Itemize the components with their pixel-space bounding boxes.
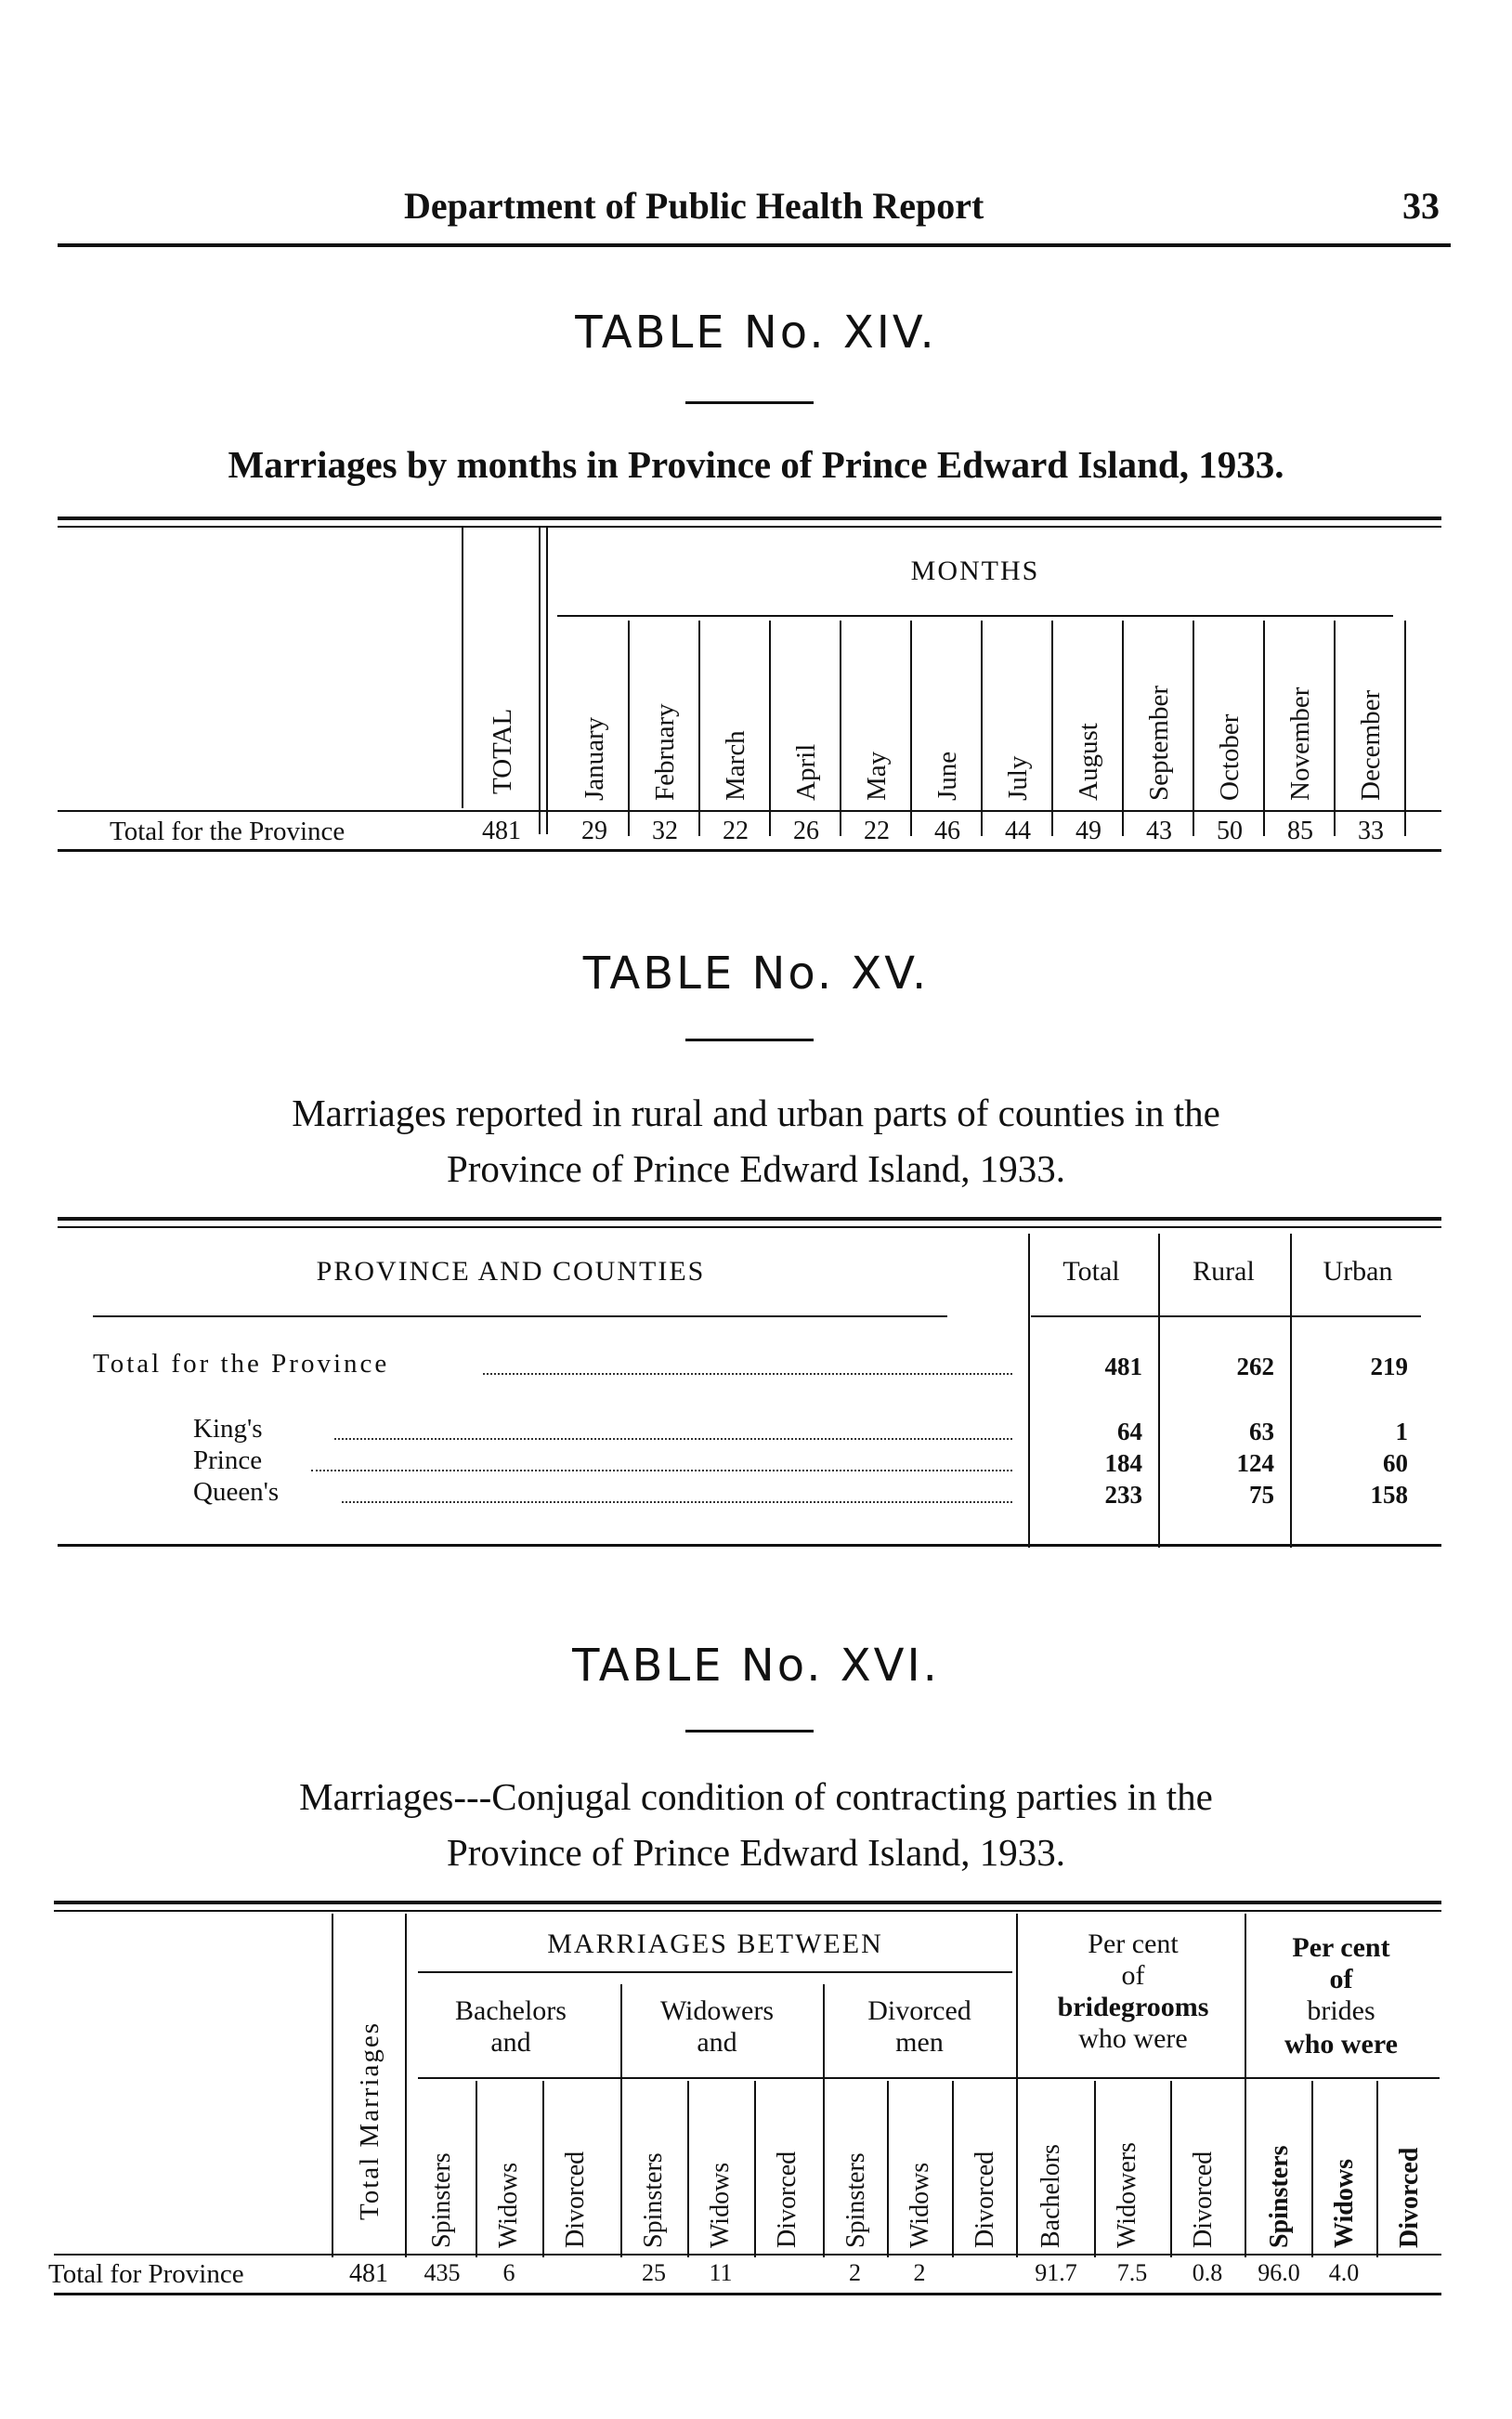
- t14-month-separator: [1122, 621, 1124, 836]
- t16-col-separator: [1170, 2081, 1172, 2257]
- t14-month-separator: [1193, 621, 1194, 836]
- table16-pct1-c: bridegrooms: [1057, 1992, 1209, 2022]
- table16-column-header: Divorced: [971, 2151, 999, 2248]
- table16-sub3-b: men: [895, 2027, 944, 2058]
- table16-pct2-b: of: [1329, 1964, 1353, 1994]
- page-number: 33: [1402, 185, 1440, 227]
- t16-vline-label: [332, 1914, 333, 2257]
- t15-vline-3: [1290, 1234, 1292, 1548]
- t16-vline-g3: [1016, 1914, 1018, 2257]
- table14-top-rule-2: [58, 526, 1441, 528]
- t16-vline-g2: [823, 1984, 825, 2257]
- table16-column-header: Divorced: [561, 2151, 590, 2248]
- table15-header-rural: Rural: [1193, 1256, 1255, 1287]
- table15-cell: 124: [1236, 1449, 1274, 1477]
- t14-vline-total-1: [539, 528, 541, 834]
- table16-column-header: Spinsters: [427, 2152, 456, 2248]
- table14-months-header: MONTHS: [910, 556, 1040, 586]
- table14-month-header: May: [862, 751, 892, 801]
- table14-month-value: 43: [1146, 817, 1172, 845]
- page-header-title: Department of Public Health Report: [404, 185, 984, 227]
- table16-top-rule-2: [54, 1910, 1441, 1912]
- table14-month-value: 44: [1005, 817, 1031, 845]
- t16-vline-total: [405, 1914, 407, 2257]
- table16-value: 2: [849, 2259, 861, 2286]
- table16-bottom-rule: [54, 2293, 1441, 2295]
- table16-column-header: Widows: [706, 2162, 735, 2248]
- table15-cell: 184: [1104, 1449, 1142, 1477]
- t16-col-separator: [476, 2081, 477, 2257]
- table15-leader-dots: [342, 1501, 1012, 1503]
- table15-cell: 262: [1236, 1353, 1274, 1380]
- t14-vline-label: [462, 528, 463, 808]
- table16-value: 91.7: [1035, 2259, 1077, 2286]
- t16-group-underline: [418, 1971, 1012, 1973]
- t16-col-separator: [754, 2081, 756, 2257]
- t15-header-underline-left: [93, 1315, 947, 1317]
- table15-cell: 60: [1383, 1449, 1408, 1477]
- table16-title-rule: [685, 1730, 814, 1733]
- table14-month-header: September: [1144, 685, 1174, 801]
- table16-subtitle-line1: Marriages---Conjugal condition of contracting parties in the: [299, 1775, 1213, 1818]
- table15-top-rule: [58, 1217, 1441, 1221]
- table14-title: TABLE No. XIV.: [575, 307, 937, 359]
- table16-column-header: Spinsters: [1265, 2145, 1294, 2248]
- table16-column-header: Bachelors: [1036, 2144, 1065, 2248]
- table15-cell: 233: [1104, 1481, 1142, 1509]
- table16-column-header: Spinsters: [841, 2152, 870, 2248]
- table14-month-header: March: [721, 730, 750, 801]
- table15-header-total: Total: [1062, 1256, 1120, 1287]
- table14-month-value: 29: [581, 817, 607, 845]
- table15-cell: 1: [1395, 1418, 1408, 1445]
- t15-vline-2: [1158, 1234, 1160, 1548]
- table16-value: 6: [502, 2259, 515, 2286]
- table15-row-label: King's: [193, 1414, 263, 1444]
- t14-vline-total-2: [546, 528, 548, 834]
- table15-cell: 75: [1249, 1481, 1274, 1509]
- table16-value: 4.0: [1328, 2259, 1360, 2286]
- table16-value: 25: [642, 2259, 666, 2286]
- table15-row-label: Total for the Province: [93, 1349, 390, 1379]
- table16-sub2-a: Widowers: [659, 1995, 775, 2026]
- table14-month-header: November: [1285, 686, 1315, 801]
- table14-row-label: Total for the Province: [110, 817, 345, 846]
- header-rule: [58, 243, 1451, 247]
- table16-sub1-a: Bachelors: [455, 1995, 567, 2026]
- table16-sub3-a: Divorced: [867, 1995, 971, 2026]
- table14-bottom-rule: [58, 849, 1441, 852]
- t16-col-separator: [542, 2081, 544, 2257]
- t16-sub-underline: [418, 2077, 1440, 2079]
- t14-month-separator: [981, 621, 983, 836]
- table14-month-header: April: [791, 743, 821, 801]
- table16-pct2-d: who were: [1284, 2029, 1398, 2059]
- t16-col-separator: [1376, 2081, 1378, 2257]
- table14-month-value: 46: [934, 817, 960, 845]
- table16-value: 435: [424, 2259, 461, 2286]
- table16-column-header: Widows: [906, 2162, 934, 2248]
- table15-col-header: PROVINCE AND COUNTIES: [316, 1256, 706, 1287]
- table16-pct1-d: who were: [1078, 2023, 1188, 2054]
- table15-title: TABLE No. XV.: [582, 948, 930, 1000]
- table14-month-header: October: [1215, 713, 1245, 801]
- table15-cell: 64: [1117, 1418, 1142, 1445]
- t14-month-separator: [1051, 621, 1053, 836]
- table15-cell: 63: [1249, 1418, 1274, 1445]
- t15-header-underline-right: [1031, 1315, 1421, 1317]
- table16-top-rule: [54, 1901, 1441, 1904]
- table16-sub1-b: and: [490, 2027, 531, 2058]
- table14-month-value: 32: [652, 817, 678, 845]
- table16-column-header: Widows: [1330, 2159, 1359, 2248]
- t14-month-separator: [769, 621, 771, 836]
- table14-month-value: 33: [1358, 817, 1384, 845]
- table16-subtitle-line2: Province of Prince Edward Island, 1933.: [446, 1831, 1066, 1874]
- table15-top-rule-2: [58, 1226, 1441, 1228]
- table15-cell: 158: [1370, 1481, 1408, 1509]
- t16-col-separator: [1094, 2081, 1096, 2257]
- table16-value: 7.5: [1116, 2259, 1148, 2286]
- table16-value: 11: [709, 2259, 733, 2286]
- table15-leader-dots: [483, 1373, 1012, 1375]
- table15-leader-dots: [311, 1470, 1012, 1471]
- t15-vline-1: [1028, 1234, 1030, 1548]
- table14-months-underline: [557, 615, 1393, 617]
- t14-month-separator: [628, 621, 630, 836]
- table16-column-header: Widowers: [1113, 2142, 1141, 2248]
- table16-column-header: Widows: [494, 2162, 523, 2248]
- table14-month-value: 22: [723, 817, 749, 845]
- table16-column-header: Divorced: [1395, 2147, 1424, 2248]
- table16-value: 2: [913, 2259, 926, 2286]
- table14-row-rule-top: [58, 810, 1441, 812]
- table14-top-rule: [58, 516, 1441, 520]
- table14-month-header: December: [1356, 689, 1386, 801]
- table16-title: TABLE No. XVI.: [572, 1640, 940, 1692]
- table16-column-header: Spinsters: [639, 2152, 668, 2248]
- table16-pct2-a: Per cent: [1292, 1932, 1390, 1963]
- table16-total-value: 481: [349, 2259, 388, 2288]
- t16-vline-g4: [1245, 1914, 1246, 2257]
- table14-month-header: August: [1074, 723, 1103, 801]
- table16-total-header: Total Marriages: [355, 2021, 385, 2220]
- table16-column-header: Divorced: [1189, 2151, 1218, 2248]
- table16-column-header: Divorced: [773, 2151, 802, 2248]
- table16-group-header: MARRIAGES BETWEEN: [547, 1929, 883, 1959]
- t16-vline-g1: [620, 1984, 622, 2257]
- table14-month-value: 50: [1217, 817, 1243, 845]
- table14-month-header: January: [580, 716, 609, 801]
- table15-row-label: Prince: [193, 1445, 263, 1475]
- table15-bottom-rule: [58, 1544, 1441, 1547]
- table14-month-header: July: [1003, 755, 1033, 801]
- table15-leader-dots: [334, 1438, 1012, 1440]
- table14-month-value: 22: [864, 817, 890, 845]
- table14-month-value: 26: [793, 817, 819, 845]
- table14-month-value: 49: [1075, 817, 1101, 845]
- table15-row-label: Queen's: [193, 1477, 280, 1507]
- table16-row-rule-top: [54, 2254, 1441, 2256]
- table14-month-header: February: [650, 703, 680, 801]
- table14-month-value: 85: [1287, 817, 1313, 845]
- t14-month-separator: [1263, 621, 1265, 836]
- table16-value: 96.0: [1258, 2259, 1300, 2286]
- table16-row-label: Total for Province: [48, 2259, 244, 2289]
- table15-header-urban: Urban: [1323, 1256, 1393, 1287]
- table15-subtitle-line2: Province of Prince Edward Island, 1933.: [446, 1147, 1066, 1190]
- table15-cell: 219: [1370, 1353, 1408, 1380]
- t14-month-separator: [840, 621, 841, 836]
- t16-col-separator: [687, 2081, 689, 2257]
- table15-subtitle-line1: Marriages reported in rural and urban parts of counties in the: [292, 1092, 1220, 1134]
- table16-sub2-b: and: [697, 2027, 737, 2058]
- table16-pct1-a: Per cent: [1088, 1929, 1179, 1959]
- table15-title-rule: [685, 1039, 814, 1041]
- t14-month-separator: [1404, 621, 1406, 836]
- t14-month-separator: [1334, 621, 1336, 836]
- table14-total-header: TOTAL: [488, 708, 517, 794]
- t14-month-separator: [698, 621, 700, 836]
- table16-value: 0.8: [1192, 2259, 1223, 2286]
- table16-pct1-b: of: [1121, 1960, 1145, 1991]
- table15-cell: 481: [1104, 1353, 1142, 1380]
- table14-month-header: June: [932, 751, 962, 801]
- table16-pct2-c: brides: [1307, 1995, 1375, 2026]
- t16-col-separator: [952, 2081, 954, 2257]
- table14-title-rule: [685, 401, 814, 404]
- table14-subtitle: Marriages by months in Province of Prince Edward Island, 1933.: [228, 443, 1284, 486]
- table14-total-value: 481: [482, 817, 521, 845]
- t16-col-separator: [887, 2081, 889, 2257]
- t14-month-separator: [910, 621, 912, 836]
- t16-col-separator: [1311, 2081, 1313, 2257]
